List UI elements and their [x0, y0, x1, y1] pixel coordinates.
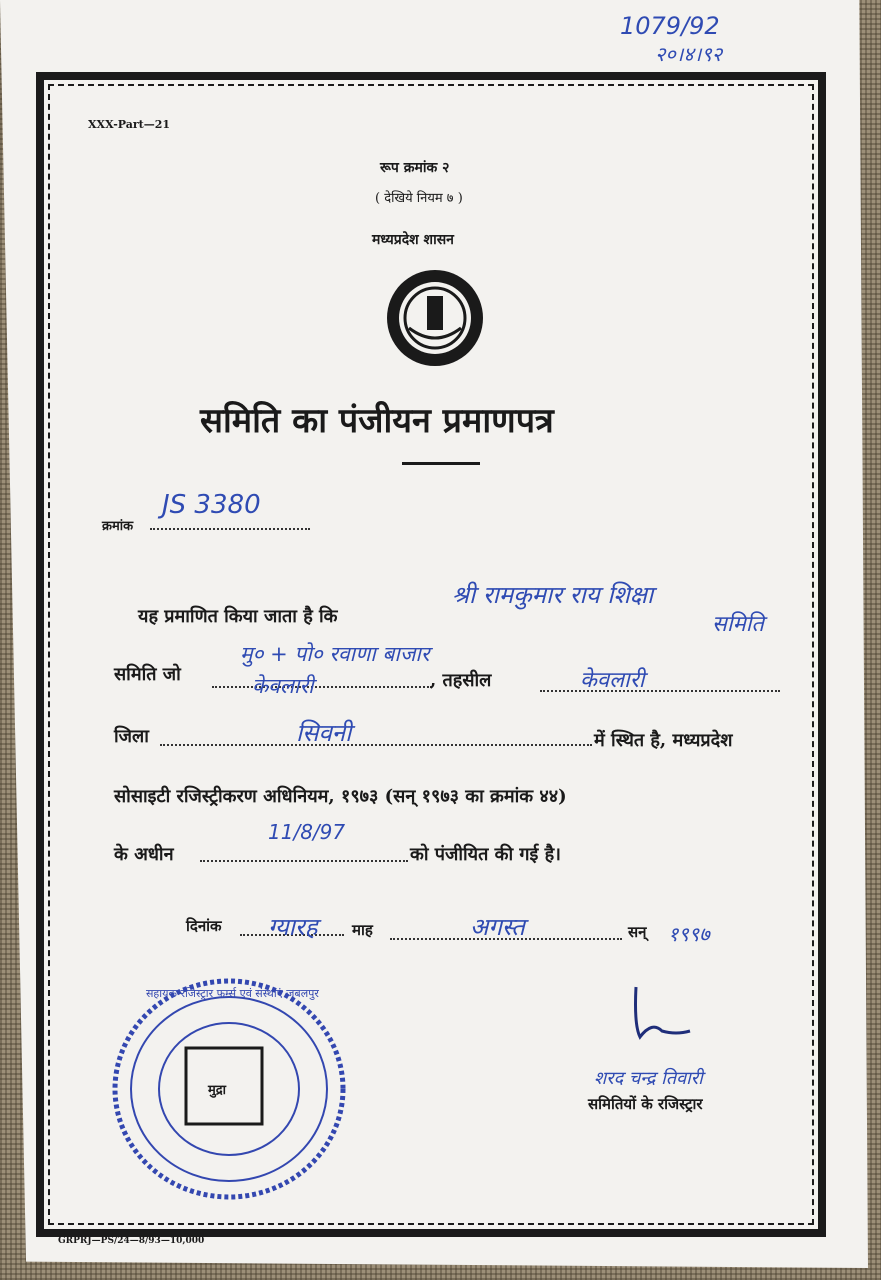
which-text: समिति जो: [114, 664, 181, 685]
date-year: १९९७: [668, 922, 710, 946]
date-label: दिनांक: [186, 917, 222, 935]
certificate-title: समिति का पंजीयन प्रमाणपत्र: [200, 401, 554, 441]
district-dotted-line: [160, 744, 592, 746]
registered-text: को पंजीयित की गई है।: [410, 844, 561, 865]
top-annotation-2: २०।४।९२: [655, 42, 723, 66]
under-dotted-line: [200, 860, 408, 862]
address-dotted-line: [212, 686, 432, 688]
address-line2: केवलारी: [252, 674, 314, 698]
act-text: सोसाइटी रजिस्ट्रीकरण अधिनियम, १९७३ (सन् १९७३ का क्रमांक ४४): [114, 786, 567, 807]
seal-text: सहायक रजिस्ट्रार फर्म्स एवं संस्थाएं जबलपुर: [146, 987, 319, 1000]
society-name-line2: समिति: [712, 612, 764, 637]
month-label: माह: [352, 921, 373, 939]
seal-center-text: मुद्रा: [208, 1083, 227, 1098]
registration-label: क्रमांक: [102, 519, 134, 534]
date-month: अगस्त: [470, 913, 525, 941]
top-annotation-1: 1079/92: [620, 12, 720, 40]
tehsil-value: केवलारी: [580, 668, 645, 693]
government-name: मध्यप्रदेश शासन: [372, 232, 454, 248]
handwritten-signature-mark: [632, 985, 692, 1045]
title-underline: [402, 462, 480, 465]
official-seal: [110, 976, 348, 1202]
tehsil-label: , तहसील: [430, 670, 492, 691]
address-line1: मु० + पो० रवाणा बाजार: [240, 642, 430, 666]
form-code: XXX-Part—21: [88, 118, 171, 131]
registration-number: JS 3380: [162, 490, 261, 520]
district-value: सिवनी: [296, 719, 352, 747]
footer-print-code: GRPRJ—PS/24—8/93—10,000: [58, 1236, 205, 1246]
tehsil-dotted-line: [540, 690, 780, 692]
year-label: सन्: [628, 923, 647, 941]
date-day: ग्यारह: [268, 913, 318, 941]
district-label: जिला: [114, 726, 149, 747]
certify-text: यह प्रमाणित किया जाता है कि: [138, 606, 338, 627]
rule-reference: ( देखिये नियम ७ ): [375, 191, 463, 206]
registration-date: 11/8/97: [268, 820, 346, 844]
state-emblem: [385, 268, 485, 368]
form-number: रूप क्रमांक २: [380, 160, 450, 176]
located-text: में स्थित है, मध्यप्रदेश: [594, 730, 733, 751]
signatory-name: शरद चन्द्र तिवारी: [594, 1068, 703, 1089]
under-label: के अधीन: [114, 844, 174, 865]
registration-dotted-line: [150, 528, 310, 530]
signatory-designation: समितियों के रजिस्ट्रार: [588, 1095, 703, 1113]
society-name-line1: श्री रामकुमार राय शिक्षा: [452, 581, 654, 609]
